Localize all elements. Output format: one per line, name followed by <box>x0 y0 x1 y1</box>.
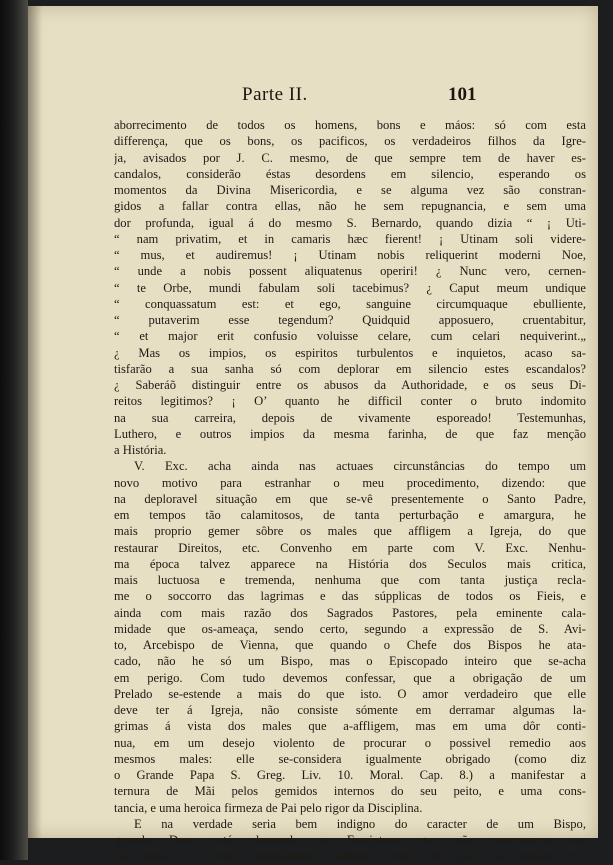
text-line: em perigo. Com tudo devemos confessar, que a obrigação de um <box>114 670 586 685</box>
text-line: na sua carreira, depois de vivamente esporeado! Testemunhas, <box>114 410 586 425</box>
text-line: aborrecimento de todos os homens, bons e máos: só com esta <box>114 118 586 132</box>
text-line: differença, que os bons, os pacificos, os verdadeiros filhos da Igre- <box>114 134 586 149</box>
text-line: candalos, considerão éstas desordens em silencio, esperando os <box>114 166 586 181</box>
text-line: dor profunda, igual á do mesmo S. Bernardo, quando dizia “ ¡ Uti- <box>114 215 586 230</box>
text-line: ja, avisados por J. C. mesmo, de que sempre tem de haver es- <box>114 150 586 165</box>
text-line: ternura de Mãi pelos gemidos internos do seu peito, e uma cons- <box>114 784 586 799</box>
text-line: ma época talvez apparece na História dos Seculos mais critica, <box>114 556 586 571</box>
text-line: novo motivo para estranhar o meu procedimento, dizendo: que <box>114 475 586 490</box>
text-line: cado, não he só um Bispo, mas o Episcopado inteiro que se-acha <box>114 654 586 669</box>
text-line: o Grande Papa S. Greg. Liv. 10. Moral. Cap. 8.) a manifestar a <box>114 768 586 782</box>
text-line: quando Deos está clamando na Escriptura, que não procuremos ou- <box>114 833 586 847</box>
text-line: restaurar Direitos, etc. Convenho em parte com V. Exc. Nenhu- <box>114 540 586 555</box>
text-line: tisfarão a sua sanha só com deplorar em silencio estes escandalos? <box>114 361 586 376</box>
text-line: grimas á vista dos males que a-affligem, mas em uma dôr conti- <box>114 719 586 734</box>
text-line: em tempos tão calamitosos, de tanta perturbação e amargura, he <box>114 508 586 522</box>
page-number: 101 <box>448 84 477 105</box>
text-line: na deploravel situação em que se-vê presentemente o Santo Padre, <box>114 491 586 506</box>
text-line: midade que os-ameaça, sendo certo, segundo a expressão de S. Avi- <box>114 621 586 636</box>
text-line: to, Arcebispo de Vienna, que quando o Chefe dos Bispos he ata- <box>114 638 586 652</box>
text-line: mesmos males: elle se-considera igualmente obrigado (como diz <box>114 751 586 766</box>
text-line: E na verdade seria bem indigno do caracter de um Bispo, <box>134 816 586 831</box>
book-page <box>28 6 598 864</box>
text-line: a História. <box>114 443 167 457</box>
text-line: “ conquassatum est: et ego, sanguine circumquaque ebulliente, <box>114 296 586 311</box>
text-line: momentos da Divina Misericordia, e se alguma vez são constran- <box>114 183 586 197</box>
body-text <box>114 117 586 865</box>
text-line: gidos a fallar contra ellas, não he sem repugnancia, e sem uma <box>114 199 586 214</box>
text-line: ainda com mais razão dos Sagrados Pastores, pela eminente cala- <box>114 605 586 620</box>
text-line: mais luctuosa e tremenda, nenhuma que com tanta justiça recla- <box>114 573 586 587</box>
text-line: tancia, e uma heroica firmeza de Pai pelo rigor da Disciplina. <box>114 800 423 815</box>
text-line: mais proprio gemer sôbre os males que affligem a Igreja, do que <box>114 524 586 539</box>
text-line: “ putaverim esse tegendum? Quidquid apposuero, cruentabitur, <box>114 313 586 327</box>
book-gutter <box>0 0 28 860</box>
text-line: Luthero, e outros impios da mesma farinha, de que faz menção <box>114 426 586 441</box>
text-line: me o soccorro das lagrimas e das súpplicas de todos os Fieis, e <box>114 589 586 604</box>
text-line: reitos legitimos? ¡ O’ quanto he difficil conter o bruto indomito <box>114 394 586 409</box>
text-line: ¿ Saberáõ distinguir entre os abusos da Authoridade, e os seus Di- <box>114 378 586 392</box>
text-line: “ unde a nobis possent aliquatenus operiri! ¿ Nunc vero, cernen- <box>114 264 586 279</box>
text-line: “ te Orbe, mundi fabulam soli tacebimus? ¿ Caput meum undique <box>114 280 586 295</box>
running-head: Parte II. <box>242 84 308 105</box>
text-line: nua, em um desejo violento de procurar o possivel remedio aos <box>114 735 586 750</box>
text-line: “ nam privatim, et in camaris hæc fierent! ¡ Utinam soli videre- <box>114 231 586 246</box>
text-line: “ et major erit confusio voluisse celare, cum celari nequiverint.„ <box>114 329 586 344</box>
text-line: V. Exc. acha ainda nas actuaes circunstâncias do tempo um <box>134 459 586 474</box>
text-line: deve ter á Igreja, não consiste sómente em derramar algumas la- <box>114 703 586 717</box>
text-line: “ mus, et audiremus! ¡ Utinam nobis reliquerint moderni Noe, <box>114 248 586 262</box>
text-line: tra causa d’ éstas calamidades públicas mais do que os nossos cri- <box>114 849 586 864</box>
text-line: Prelado se-estende a mais do que isto. O amor verdadeiro que elle <box>114 686 586 701</box>
text-line: ¿ Mas os impios, os espiritos turbulentos e inquietos, acaso sa- <box>114 345 586 360</box>
page-header <box>28 84 598 110</box>
